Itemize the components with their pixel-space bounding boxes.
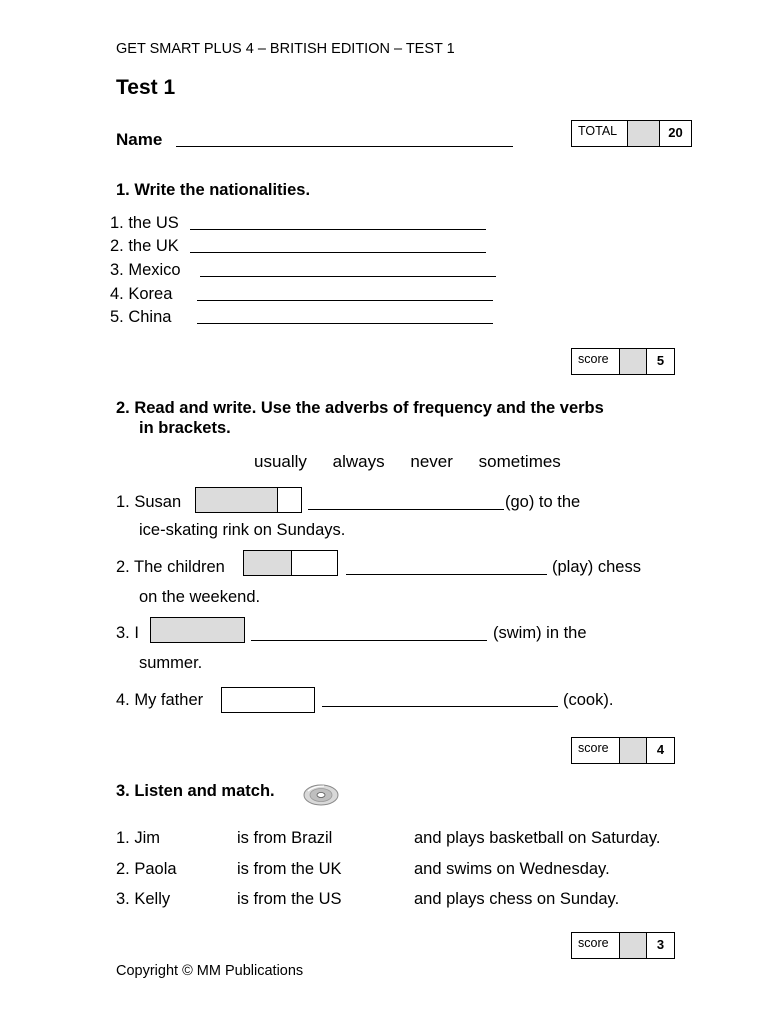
section2-item-continuation: on the weekend.	[139, 588, 261, 606]
match-name: 2. Paola	[116, 860, 177, 878]
section2-score-input[interactable]	[619, 738, 647, 763]
section2-item-tail: (cook).	[563, 691, 614, 709]
section1-answer-line[interactable]	[190, 229, 486, 230]
section2-heading-line2: in brackets.	[139, 419, 231, 437]
total-score-box	[571, 120, 692, 147]
name-field[interactable]	[176, 146, 513, 147]
total-score-input[interactable]	[627, 121, 660, 146]
score-label: score	[578, 352, 609, 366]
section1-score-input[interactable]	[619, 349, 647, 374]
section3-score-input[interactable]	[619, 933, 647, 958]
verb-answer-line[interactable]	[251, 640, 487, 641]
match-activity[interactable]: and plays basketball on Saturday.	[414, 829, 661, 847]
section2-item-lead: 3. I	[116, 624, 139, 642]
section1-heading: 1. Write the nationalities.	[116, 181, 311, 199]
section1-item: 2. the UK	[110, 237, 179, 255]
adverb-word: usually	[254, 452, 307, 471]
section1-answer-line[interactable]	[190, 252, 486, 253]
section1-answer-line[interactable]	[200, 276, 496, 277]
total-label: TOTAL	[578, 124, 618, 138]
name-label: Name	[116, 130, 163, 149]
total-max: 20	[668, 125, 683, 140]
match-name: 1. Jim	[116, 829, 161, 847]
section2-item-lead: 4. My father	[116, 691, 204, 709]
adverb-answer-box[interactable]	[150, 617, 245, 643]
adverb-word: always	[332, 452, 385, 471]
page-header: GET SMART PLUS 4 – BRITISH EDITION – TEST 1	[116, 41, 455, 57]
section1-item: 3. Mexico	[110, 261, 181, 279]
verb-answer-line[interactable]	[322, 706, 558, 707]
score-label: score	[578, 936, 609, 950]
section1-item: 1. the US	[110, 214, 179, 232]
match-activity[interactable]: and swims on Wednesday.	[414, 860, 610, 878]
match-activity[interactable]: and plays chess on Sunday.	[414, 890, 620, 908]
section1-score-max: 5	[656, 353, 665, 368]
verb-answer-line[interactable]	[346, 574, 547, 575]
section2-score-max: 4	[656, 742, 665, 757]
match-origin[interactable]: is from Brazil	[237, 829, 333, 847]
section2-item-continuation: ice-skating rink on Sundays.	[139, 521, 346, 539]
section2-item-tail: (swim) in the	[493, 624, 587, 642]
section2-item-continuation: summer.	[139, 654, 203, 672]
match-origin[interactable]: is from the US	[237, 890, 342, 908]
section3-score-max: 3	[656, 937, 665, 952]
adverb-word: sometimes	[478, 452, 561, 471]
section1-score-box	[571, 348, 675, 375]
cd-icon[interactable]	[302, 783, 340, 807]
section2-score-box	[571, 737, 675, 764]
page-title: Test 1	[116, 76, 176, 99]
section1-item: 5. China	[110, 308, 172, 326]
verb-answer-line[interactable]	[308, 509, 504, 510]
copyright-footer: Copyright © MM Publications	[116, 963, 304, 979]
adverb-answer-box[interactable]	[221, 687, 315, 713]
match-origin[interactable]: is from the UK	[237, 860, 342, 878]
section2-item-lead: 1. Susan	[116, 493, 182, 511]
section2-item-lead: 2. The children	[116, 558, 225, 576]
adverb-word-bank	[254, 452, 582, 472]
section1-item: 4. Korea	[110, 285, 173, 303]
score-label: score	[578, 741, 609, 755]
section2-item-tail: (play) chess	[552, 558, 641, 576]
adverb-answer-box[interactable]	[195, 487, 302, 513]
section2-heading-line1: 2. Read and write. Use the adverbs of frequency and the verbs	[116, 399, 604, 417]
section1-answer-line[interactable]	[197, 323, 493, 324]
adverb-word: never	[410, 452, 453, 471]
section2-item-tail: (go) to the	[505, 493, 581, 511]
adverb-answer-box[interactable]	[243, 550, 338, 576]
section3-heading: 3. Listen and match.	[116, 782, 275, 800]
match-name: 3. Kelly	[116, 890, 171, 908]
section3-score-box	[571, 932, 675, 959]
section1-answer-line[interactable]	[197, 300, 493, 301]
